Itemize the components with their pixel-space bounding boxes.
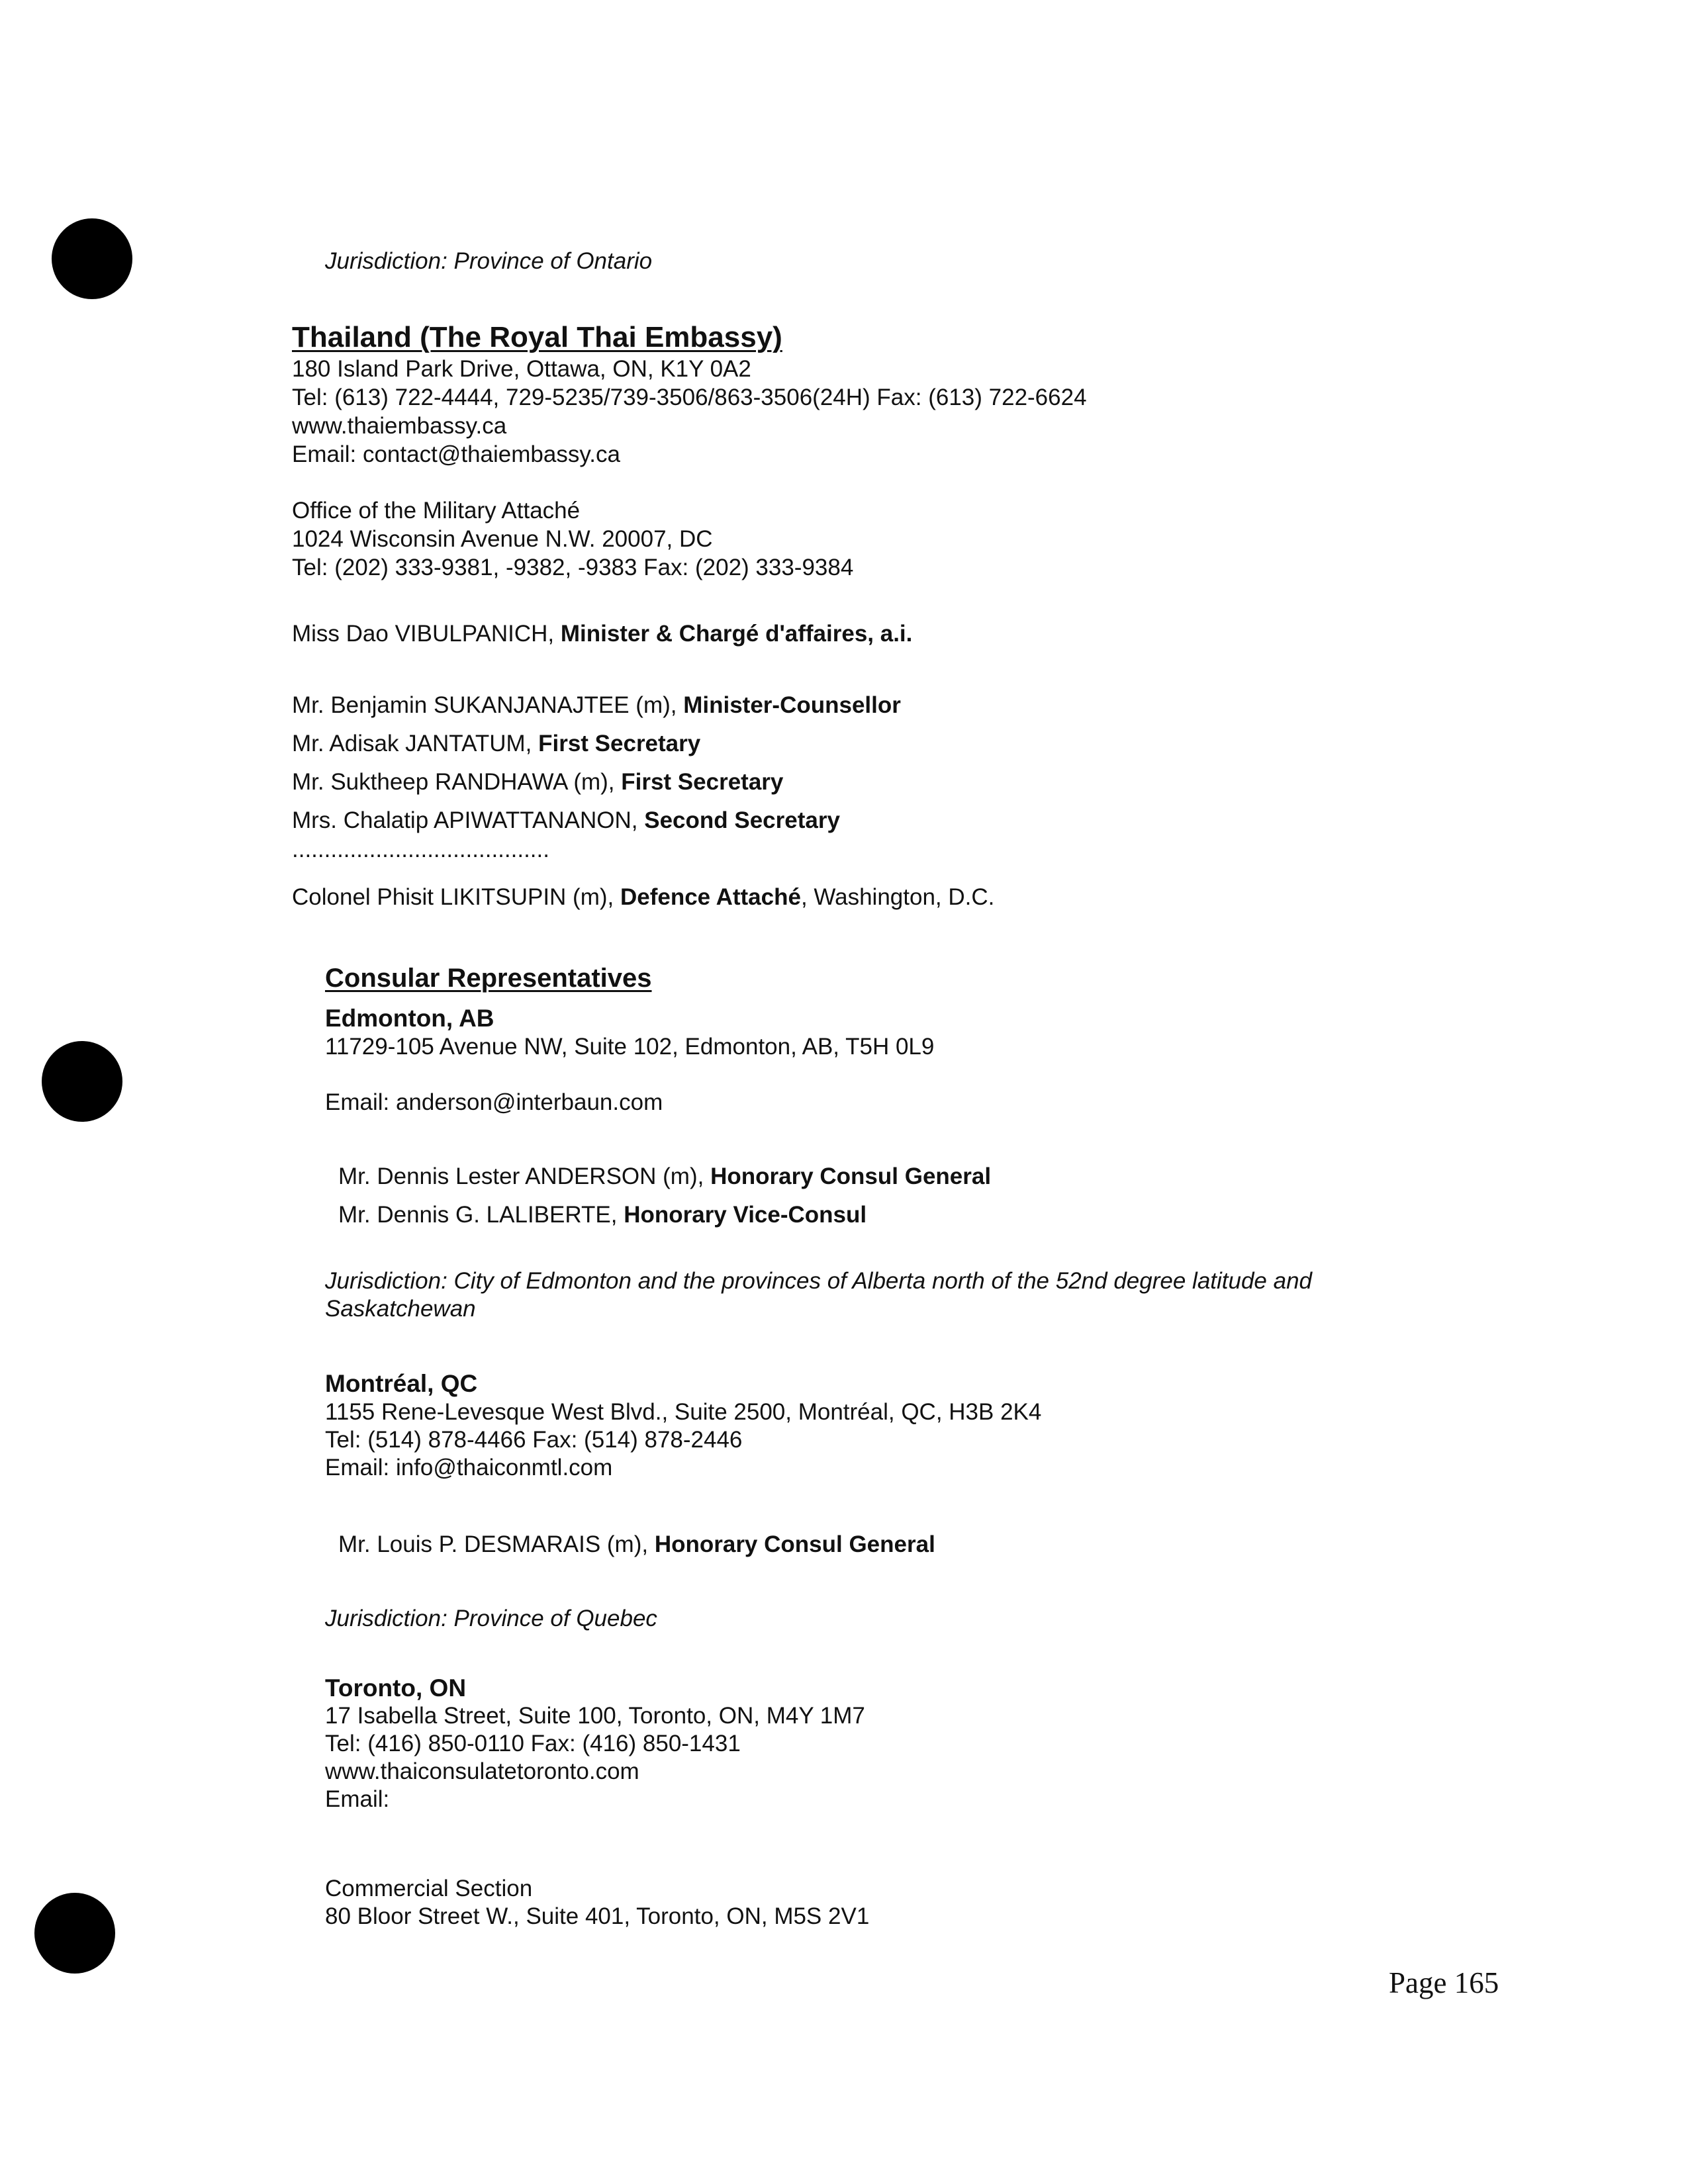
officer-name: Mr. Dennis G. LALIBERTE, — [338, 1202, 624, 1228]
officer-name: Mr. Louis P. DESMARAIS (m), — [338, 1531, 655, 1557]
top-jurisdiction: Jurisdiction: Province of Ontario — [325, 248, 653, 274]
edmonton-officer — [338, 1162, 991, 1191]
military-office-tel: Tel: (202) 333-9381, -9382, -9383 Fax: (202) 333-9384 — [292, 555, 854, 580]
toronto-tel: Tel: (416) 850-0110 Fax: (416) 850-1431 — [325, 1731, 741, 1756]
military-office-name: Office of the Military Attaché — [292, 498, 581, 523]
officer-title: Honorary Consul General — [710, 1163, 992, 1189]
embassy-website: www.thaiembassy.ca — [292, 413, 507, 439]
consular-heading: Consular Representatives — [325, 964, 652, 993]
montreal-city: Montréal, QC — [325, 1370, 478, 1397]
staff-title: First Secretary — [621, 769, 784, 795]
staff-row — [292, 768, 783, 796]
staff-name: Mr. Benjamin SUKANJANAJTEE (m), — [292, 692, 684, 718]
military-office-address: 1024 Wisconsin Avenue N.W. 20007, DC — [292, 526, 713, 552]
page-number: Page 165 — [1389, 1966, 1499, 1999]
montreal-officer — [338, 1530, 935, 1559]
edmonton-address: 11729-105 Avenue NW, Suite 102, Edmonton, AB, T5H 0L9 — [325, 1034, 935, 1060]
montreal-tel: Tel: (514) 878-4466 Fax: (514) 878-2446 — [325, 1427, 743, 1453]
edmonton-officer — [338, 1201, 867, 1229]
head-of-mission — [292, 619, 912, 648]
staff-name: Mr. Adisak JANTATUM, — [292, 731, 539, 756]
punch-hole-bottom — [34, 1893, 115, 1974]
staff-row — [292, 691, 901, 719]
edmonton-jurisdiction-cont: Saskatchewan — [325, 1296, 476, 1322]
embassy-tel: Tel: (613) 722-4444, 729-5235/739-3506/863-3506(24H) Fax: (613) 722-6624 — [292, 385, 1087, 410]
montreal-jurisdiction: Jurisdiction: Province of Quebec — [325, 1606, 657, 1631]
toronto-email: Email: — [325, 1786, 390, 1812]
dotted-separator: ........................................ — [292, 837, 549, 862]
toronto-website: www.thaiconsulatetoronto.com — [325, 1758, 639, 1784]
officer-name: Mr. Dennis Lester ANDERSON (m), — [338, 1163, 711, 1189]
edmonton-email: Email: anderson@interbaun.com — [325, 1089, 663, 1115]
head-of-mission-title: Minister & Chargé d'affaires, a.i. — [560, 621, 913, 647]
montreal-email: Email: info@thaiconmtl.com — [325, 1455, 613, 1480]
staff-name: Mrs. Chalatip APIWATTANANON, — [292, 807, 645, 833]
staff-title: Minister-Counsellor — [683, 692, 901, 718]
defence-attache-location: , Washington, D.C. — [800, 884, 995, 910]
embassy-heading: Thailand (The Royal Thai Embassy) — [292, 321, 782, 353]
embassy-address: 180 Island Park Drive, Ottawa, ON, K1Y 0A2 — [292, 356, 751, 382]
defence-attache — [292, 883, 994, 911]
embassy-email: Email: contact@thaiembassy.ca — [292, 441, 620, 467]
toronto-address: 17 Isabella Street, Suite 100, Toronto, ON, M4Y 1M7 — [325, 1703, 865, 1729]
commercial-section-name: Commercial Section — [325, 1876, 533, 1901]
toronto-city: Toronto, ON — [325, 1674, 467, 1702]
punch-hole-middle — [42, 1041, 122, 1122]
montreal-address: 1155 Rene-Levesque West Blvd., Suite 2500, Montréal, QC, H3B 2K4 — [325, 1399, 1042, 1425]
staff-row — [292, 729, 700, 758]
defence-attache-name: Colonel Phisit LIKITSUPIN (m), — [292, 884, 620, 910]
staff-title: Second Secretary — [644, 807, 840, 833]
officer-title: Honorary Consul General — [654, 1531, 935, 1557]
edmonton-jurisdiction: Jurisdiction: City of Edmonton and the provinces of Alberta north of the 52nd degree latitude and — [325, 1268, 1313, 1294]
defence-attache-title: Defence Attaché — [620, 884, 801, 910]
staff-title: First Secretary — [538, 731, 701, 756]
staff-name: Mr. Suktheep RANDHAWA (m), — [292, 769, 622, 795]
edmonton-city: Edmonton, AB — [325, 1005, 494, 1032]
officer-title: Honorary Vice-Consul — [624, 1202, 867, 1228]
head-of-mission-name: Miss Dao VIBULPANICH, — [292, 621, 561, 647]
punch-hole-top — [52, 218, 132, 299]
commercial-section-address: 80 Bloor Street W., Suite 401, Toronto, ON, M5S 2V1 — [325, 1903, 870, 1929]
staff-row — [292, 806, 840, 835]
